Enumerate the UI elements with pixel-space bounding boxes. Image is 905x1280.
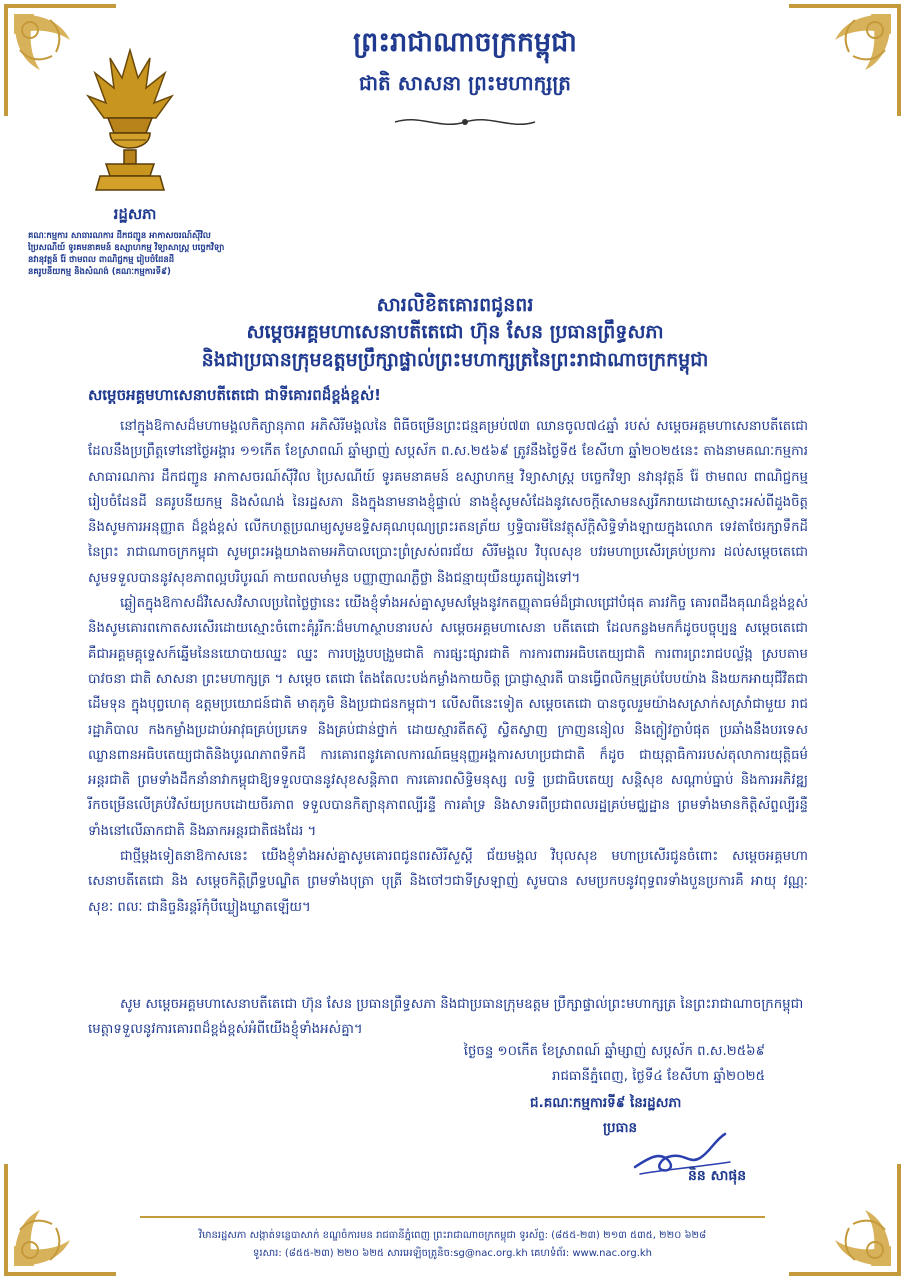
signer-role: ប្រធាន	[603, 1120, 638, 1136]
committee-info	[28, 230, 288, 278]
corner-ornament-icon	[785, 1160, 905, 1280]
body-paragraph: ឆ្លៀតក្នុងឱកាសដ៏វិសេសវិសាលប្រពៃថ្លៃថ្លានេះ យើងខ្ញុំទាំងអស់គ្នាសូមសម្តែងនូវកតញ្ញុតាធម៌ដ៏ជ្រាលជ្រៅបំផុត គារវកិច្ច គោរពដឹងគុណដ៏ខ្ពង់ខ្ពស់ និងសូមគោរពកោតសរសើរដោយស្មោះចំពោះគុំរូរីកៈដ៏មហាស្ថាបនារបស់ សម្តេចអគ្គមហាសេនា បតីតេជោ ដែលកន្លងមកក៏ដូចបច្ចុប្បន្ន សម្តេចតេជោ គឺជាអគ្គមគ្គុទ្ទេសក៍ឆ្នើមនៃនយោបាយឈ្នះ ឈ្នះ ការបង្រួបបង្រួមជាតិ ការផ្សះផ្សារជាតិ ការការពារអធិបតេយ្យជាតិ ការពារព្រះរាជបល្ល័ង្ក ស្របតាមបាវចនា ជាតិ សាសនា ព្រះមហាក្សត្រ ។ សម្តេច តេជោ តែងតែលះបង់កម្លាំងកាយចិត្ត ប្រាជ្ញាស្មារតី បានធ្វើពលិកម្មគ្រប់បែបយ៉ាង និងយកអាយុជីវិតជាដើមទុន ក្នុងបុព្វហេតុ ឧត្តមប្រយោជន៍ជាតិ មាតុភូមិ និងប្រជាជនកម្ពុជា។ លើសពីនេះទៀត សម្តេចតេជោ បានចូលរួមយ៉ាងសស្រាក់សស្រាំជាមួយ រាជរដ្ឋាភិបាល កងកម្លាំងប្រដាប់អាវុធគ្រប់ប្រភេទ និងគ្រប់ជាន់ថ្នាក់ ដោយស្មារតីតស៊ូ ស្វិតស្វាញ ក្រាញននៀល និងក្លៀវក្លាបំផុត ប្រឆាំងនឹងបរទេសឈ្លានពានអធិបតេយ្យជាតិនិងបូរណភាពទឹកដី ការគោរពនូវគោលការណ៍ធម្មនុញ្ញអង្គការសហប្រជាជាតិ ក៏ដូច ជាយុត្តាធិការរបស់តុលាការយុត្តិធម៌អន្តរជាតិ ព្រមទាំងដឹកនាំនាវាកម្ពុជាឱ្យទទួលបាននូវសុខសន្តិភាព ការគោរពសិទ្ធិមនុស្ស លទ្ធិ ប្រជាធិបតេយ្យ សន្តិសុខ សណ្តាប់ធ្នាប់ និងការអភិវឌ្ឍរីកចម្រើនលើគ្រប់វិស័យប្រកបដោយចីរភាព ទទួលបានកិត្យានុភាពល្បីរន្ទឺ ការគាំទ្រ និងសាទរពីប្រជាពលរដ្ឋគ្រប់មជ្ឈដ្ឋាន ព្រមទាំងមានកិត្តិស័ព្ទល្បីរន្ទឺទាំងនៅលើឆាកជាតិ និងឆាកអន្តរជាតិផងដែរ ។	[88, 596, 808, 839]
lunar-date: ថ្ងៃចន្ទ ១០កើត ខែស្រាពណ៍ ឆ្នាំម្សាញ់ សប្តស័ក ព.ស.២៥៦៩	[463, 1044, 765, 1059]
committee-line: នវានុវត្តន៍ រ៉ែ ថាមពល ពាណិជ្ជកម្ម រៀបចំដែនដី	[28, 255, 175, 265]
letter-recipient-role: និងជាប្រធានក្រុមឧត្តមប្រឹក្សាផ្ទាល់ព្រះមហាក្សត្រនៃព្រះរាជាណាចក្រកម្ពុជា	[201, 349, 709, 371]
committee-line: គណៈកម្មការ សាធារណការ ដឹកជញ្ជូន អាកាសចរណ៍ស៊ីវិល	[28, 231, 211, 241]
closing-paragraph	[88, 992, 808, 1042]
closing-text: សូម សម្តេចអគ្គមហាសេនាបតីតេជោ ហ៊ុន សែន ប្រធានព្រឹទ្ធសភា និងជាប្រធានក្រុមឧត្តម ប្រឹក្សាផ្ទាល់ព្រះមហាក្សត្រ នៃព្រះរាជាណាចក្រកម្ពុជា មេត្តាទទួលនូវការគោរពដ៏ខ្ពង់ខ្ពស់អំពីយើងខ្ញុំទាំងអស់គ្នា។	[88, 997, 804, 1037]
place-date: រាជធានីភ្នំពេញ, ថ្ងៃទី៤ ខែសីហា ឆ្នាំ២០២៥	[552, 1069, 765, 1084]
footer-contact: ទូរសារ: (៨៥៥-២៣) ២២០ ៦២៥ សារអេឡិចត្រូនិច:sg@nac.org.kh គេហទំព័រ: www.nac.org.kh	[252, 1248, 653, 1259]
institution-name: រដ្ឋសភា	[113, 205, 157, 223]
footer-divider	[140, 1216, 765, 1218]
body-paragraph: ជាថ្មីម្តងទៀតនាឱកាសនេះ យើងខ្ញុំទាំងអស់គ្នាសូមគោរពជូនពរសិរីសួស្តី ជ័យមង្គល វិបុលសុខ មហាប្រសើរជូនចំពោះ សម្តេចអគ្គមហាសេនាបតីតេជោ និង សម្តេចកិត្តិព្រឹទ្ធបណ្ឌិត ព្រមទាំងបុត្រា បុត្រី និងចៅៗជាទីស្រឡាញ់ សូមបាន សមប្រកបនូវពុទ្ធពរទាំងបួនប្រការគឺ អាយុ វណ្ណៈ សុខៈ ពលៈ ជានិច្ចនិរន្តរ៍កុំបីឃ្លៀងឃ្លាតឡើយ។	[88, 849, 808, 915]
corner-ornament-icon	[0, 1160, 120, 1280]
senate-emblem-icon	[80, 48, 180, 198]
footer-address: វិមានរដ្ឋសភា សង្កាត់ទន្លេបាសាក់ ខណ្ឌចំការមន រាជធានីភ្នំពេញ ព្រះរាជាណាចក្រកម្ពុជា ទូរស័ព្ទ: (៨៥៥-២៣) ២១៣ ៥៣៥, ២២០ ៦២៨	[198, 1230, 707, 1241]
committee-line: នគរូបនីយកម្ម និងសំណង់ (គណៈកម្មការទី៩)	[28, 267, 171, 277]
kingdom-heading: ព្រះរាជាណាចក្រកម្ពុជា	[353, 27, 577, 58]
divider-ornament-icon	[390, 112, 540, 132]
salutation: សម្តេចអគ្គមហាសេនាបតីតេជោ ជាទីគោរពដ៏ខ្ពង់ខ្ពស់!	[88, 386, 381, 404]
signer-title: ជ.គណៈកម្មការទី៩ នៃរដ្ឋសភា	[530, 1095, 682, 1111]
corner-ornament-icon	[785, 0, 905, 120]
national-motto: ជាតិ សាសនា ព្រះមហាក្សត្រ	[359, 71, 571, 95]
committee-line: ប្រៃសណីយ៍ ទូរគមនាគមន៍ ឧស្សាហកម្ម វិទ្យាសាស្ត្រ បច្ចេកវិទ្យា	[28, 243, 225, 253]
letter-recipient: សម្តេចអគ្គមហាសេនាបតីតេជោ ហ៊ុន សែន ប្រធានព្រឹទ្ធសភា	[246, 321, 664, 343]
letter-body	[88, 414, 808, 920]
letter-title: សារលិខិតគោរពជូនពរ	[376, 294, 534, 316]
body-paragraph: នៅក្នុងឱកាសដ៏មហាមង្គលកិត្យានុភាព អភិសិរីមង្គលនៃ ពិធីចម្រើនព្រះជន្មគម្រប់៧៣ ឈានចូល៧៤ឆ្នាំ របស់ សម្តេចអគ្គមហាសេនាបតីតេជោ ដែលនឹងប្រព្រឹត្តទៅនៅថ្ងៃអង្គារ ១១កើត ខែស្រាពណ៍ ឆ្នាំម្សាញ់ សប្តស័ក ព.ស.២៥៦៩ ត្រូវនឹងថ្ងៃទី៥ ខែសីហា ឆ្នាំ២០២៥នេះ តាងនាមគណៈកម្មការ សាធារណការ ដឹកជញ្ជូន អាកាសចរណ៍ស៊ីវិល ប្រៃសណីយ៍ ទូរគមនាគមន៍ ឧស្សាហកម្ម វិទ្យាសាស្ត្រ បច្ចេកវិទ្យា នវានុវត្តន៍ រ៉ែ ថាមពល ពាណិជ្ជកម្ម រៀបចំដែនដី នគរូបនីយកម្ម និងសំណង់ នៃរដ្ឋសភា និងក្នុងនាមនាងខ្ញុំផ្ទាល់ នាងខ្ញុំសូមសំដែងនូវសេចក្តីសោមនស្សរីករាយដោយស្មោះអស់ពីដួងចិត្ត និងសូមការអនុញ្ញាត ដ៏ខ្ពង់ខ្ពស់ លើកហត្ថប្រណម្យសូមឧទ្ទិសគុណបុណ្យព្រះរតនត្រ័យ ឫទ្ធិបារមីនៃវត្ថុស័ក្តិសិទ្ធិទាំងឡាយក្នុងលោក ទេវតាថែរក្សាទឹកដីនៃព្រះ រាជាណាចក្រកម្ពុជា សូមព្រះអង្គយាងតាមអភិបាលប្រោះព្រំស្រស់ពរជ័យ សិរីមង្គល វិបុលសុខ បវរមហាប្រសើរគ្រប់ប្រការ ដល់សម្តេចតេជោ សូមទទួលបាននូវសុខភាពល្អបរិបូរណ៍ កាយពលមាំមួន បញ្ញាញាណភ្លឺថ្លា និងជន្មាយុយឺនយូរតរៀងទៅ។	[88, 419, 808, 586]
signer-name: និន សាផុន	[688, 1168, 747, 1184]
